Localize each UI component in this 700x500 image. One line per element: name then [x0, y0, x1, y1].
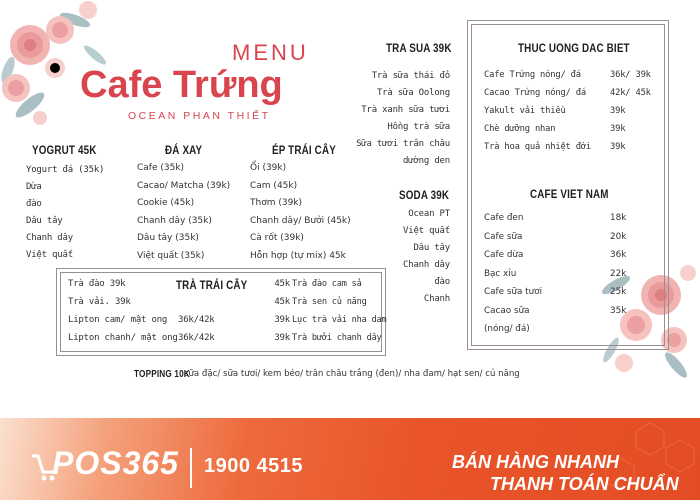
list-item: Cafe sữa: [484, 231, 523, 242]
list-item: Trà sữa thái đỏ: [371, 71, 450, 81]
price: 39k: [610, 142, 626, 152]
list-item: Yogurt đá (35k): [26, 165, 105, 175]
list-tra-trai-cay-right: [292, 275, 387, 347]
brand-logo: POS365: [52, 445, 179, 481]
list-dac-biet: [484, 66, 591, 156]
list-item: Yakult vải thiều: [484, 106, 566, 116]
list-item: Cafe đen: [484, 213, 524, 223]
list-item: (nóng/ đá): [484, 324, 530, 334]
list-soda: [403, 206, 450, 308]
list-yogurt: [26, 162, 104, 264]
list-item: Thơm (39k): [250, 198, 303, 208]
list-item: Trà đào 39k: [68, 279, 126, 289]
list-item: Cafe sữa tươi: [484, 287, 543, 297]
page-title: Cafe Trứng: [80, 64, 283, 106]
section-title-cafe-viet-nam: CAFE VIET NAM: [530, 187, 609, 201]
section-title-yogurt: YOGRUT 45K: [32, 143, 97, 157]
list-item: Dâu tây: [26, 216, 63, 226]
list-item: Lipton chanh/ mật ong: [68, 333, 178, 343]
list-item: Chanh dây/ Bưởi (45k): [250, 215, 351, 226]
list-item: Chanh dây (35k): [137, 215, 212, 226]
list-item: Trà vải. 39k: [68, 297, 131, 307]
hotline: 1900 4515: [204, 455, 304, 477]
list-item: đào: [26, 199, 42, 209]
section-title-dac-biet: THUC UONG DAC BIET: [518, 41, 630, 55]
topping-label: TOPPING 10K: [134, 369, 190, 380]
list-cafe-viet-nam: [484, 209, 542, 339]
list-item: Sữa tươi trân châu: [356, 139, 450, 149]
price: 25k: [610, 287, 627, 297]
price: 45k: [274, 279, 290, 289]
slogan-line-1: BÁN HÀNG NHANH: [452, 452, 619, 472]
list-item: Trà bưởi chanh dây: [292, 333, 382, 343]
list-item: Hồng trà sữa: [387, 122, 450, 132]
price: 42k/ 45k: [610, 88, 651, 98]
section-title-tra-sua: TRA SUA 39K: [386, 41, 452, 55]
list-item: Cacao sữa: [484, 305, 530, 316]
price: 18k: [610, 213, 627, 223]
list-item: Việt quất (35k): [137, 250, 205, 261]
list-item: đào: [434, 277, 450, 287]
list-item: Chanh dây: [403, 260, 450, 270]
topping-line: [134, 364, 520, 384]
list-item: Hỗn hợp (tự mix) 45k: [250, 250, 346, 261]
list-item: Cookie (45k): [137, 198, 195, 208]
list-item: Cà rốt (39k): [250, 233, 304, 243]
price: 36k/42k: [178, 315, 215, 325]
list-item: dường den: [403, 156, 450, 166]
list-item: Cacao/ Matcha (39k): [137, 180, 231, 191]
price: 36k/42k: [178, 333, 215, 343]
menu-heading: MENU: [232, 40, 309, 65]
list-item: Lục trà vải nha dam: [292, 315, 387, 325]
list-tra-sua: [356, 68, 450, 170]
list-item: Cafe Trứng nóng/ đá: [484, 70, 581, 80]
section-title-tra-trai-cay: TRÀ TRÁI CÂY: [176, 278, 248, 292]
list-item: Chanh dây: [26, 233, 73, 243]
list-item: Việt quất: [403, 226, 450, 236]
list-tra-trai-cay-left-price: [178, 311, 215, 347]
section-title-soda: SODA 39K: [399, 188, 450, 202]
list-item: Ổi (39k): [250, 163, 287, 173]
list-item: Cam (45k): [250, 180, 298, 191]
list-item: Dâu tây: [413, 243, 450, 253]
section-title-ep-trai-cay: ÉP TRÁI CÂY: [272, 143, 336, 157]
slogan-line-2: THANH TOÁN CHUẨN: [490, 474, 679, 494]
list-ep-trai-cay: [250, 160, 351, 265]
list-item: Bạc xỉu: [484, 268, 517, 279]
list-item: Cafe (35k): [137, 163, 185, 173]
list-item: Trà đào cam sả: [292, 279, 362, 289]
price: 36k/ 39k: [610, 70, 651, 80]
list-item: Cacao Trứng nóng/ đá: [484, 88, 586, 98]
list-item: Việt quất: [26, 250, 73, 260]
list-item: Cafe dừa: [484, 250, 524, 260]
footer-divider: [190, 448, 192, 488]
price: 35k: [610, 305, 627, 316]
list-item: Lipton cam/ mật ong: [68, 315, 168, 325]
page-subtitle: OCEAN PHAN THIẾT: [128, 110, 271, 122]
list-item: Ocean PT: [408, 209, 450, 219]
list-dac-biet-prices: [610, 66, 651, 156]
price: 39k: [274, 315, 290, 325]
price: 22k: [610, 268, 627, 279]
list-tra-trai-cay-left: [68, 275, 178, 347]
list-cafe-viet-nam-prices: [610, 209, 626, 320]
section-title-da-xay: ĐÁ XAY: [165, 143, 203, 157]
price: 36k: [610, 250, 627, 260]
list-tra-trai-cay-right-price: [252, 275, 290, 347]
price: 45k: [274, 297, 290, 307]
price: 20k: [610, 231, 627, 242]
list-item: Trà sen củ năng: [292, 297, 367, 307]
price: 39k: [610, 124, 626, 134]
list-item: Trà xanh sữa tươi: [361, 105, 450, 115]
list-item: Dâu tây (35k): [137, 233, 199, 243]
topping-text: sữa đặc/ sữa tươi/ kem béo/ trân châu trắng (đen)/ nha đam/ hạt sen/ củ năng: [184, 369, 520, 379]
list-item: Trà sữa Oolong: [376, 88, 450, 98]
list-item: Chanh: [423, 294, 450, 304]
list-item: Dừa: [26, 182, 42, 192]
price: 39k: [274, 333, 290, 343]
price: 39k: [610, 106, 626, 116]
list-item: Chè dưỡng nhan: [484, 124, 556, 134]
list-da-xay: [137, 160, 230, 265]
list-item: Trà hoa quả nhiệt đới: [484, 142, 592, 152]
